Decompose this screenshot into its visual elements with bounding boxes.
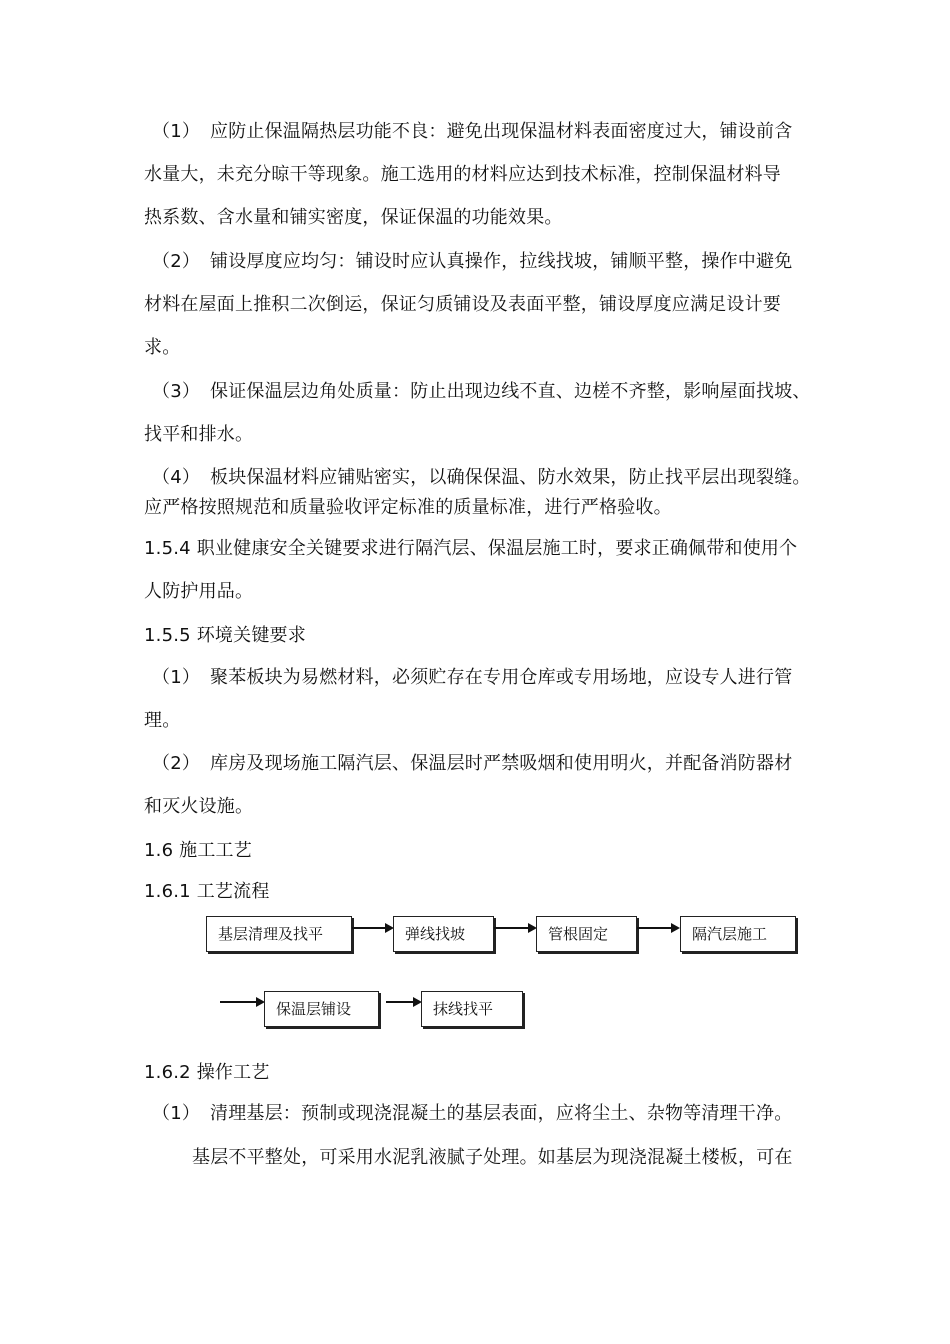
section-heading-1-5-5: 1.5.5 环境关键要求 [144, 625, 306, 646]
arrow-right-icon [637, 927, 678, 929]
paragraph-line: 热系数、含水量和铺实密度，保证保温的功能效果。 [144, 207, 563, 228]
paragraph-line: 人防护用品。 [144, 581, 254, 602]
paragraph-line: 保证保温层边角处质量：防止出现边线不直、边槎不齐整，影响屋面找坡、 [210, 381, 811, 402]
item-number: （3） [152, 381, 201, 402]
paragraph-line: 应严格按照规范和质量验收评定标准的质量标准，进行严格验收。 [144, 497, 672, 518]
paragraph-line: 铺设厚度应均匀：铺设时应认真操作，拉线找坡，铺顺平整，操作中避免 [210, 251, 793, 272]
flow-step-4: 隔汽层施工 [680, 916, 796, 952]
paragraph-line: 板块保温材料应铺贴密实，以确保保温、防水效果，防止找平层出现裂缝。 [210, 467, 811, 488]
section-heading-1-6-1: 1.6.1 工艺流程 [144, 881, 270, 902]
item-number: （2） [152, 753, 201, 774]
paragraph-line: 和灭火设施。 [144, 796, 254, 817]
paragraph-line: 清理基层：预制或现浇混凝土的基层表面，应将尘土、杂物等清理干净。 [210, 1103, 793, 1124]
paragraph-line: 应防止保温隔热层功能不良：避免出现保温材料表面密度过大，铺设前含 [210, 121, 793, 142]
arrow-right-icon [494, 927, 535, 929]
paragraph-line: 找平和排水。 [144, 424, 254, 445]
paragraph-line: 1.5.4 职业健康安全关键要求进行隔汽层、保温层施工时，要求正确佩带和使用个 [144, 538, 798, 559]
flow-step-5: 保温层铺设 [264, 991, 379, 1027]
arrow-right-icon [220, 1001, 263, 1003]
paragraph-line: 求。 [144, 337, 181, 358]
flow-step-1: 基层清理及找平 [206, 916, 352, 952]
flow-step-2: 弹线找坡 [393, 916, 494, 952]
paragraph-line: 材料在屋面上推积二次倒运，保证匀质铺设及表面平整，铺设厚度应满足设计要 [144, 294, 781, 315]
flow-step-3: 管根固定 [536, 916, 637, 952]
section-heading-1-6: 1.6 施工工艺 [144, 840, 252, 861]
paragraph-line: 库房及现场施工隔汽层、保温层时严禁吸烟和使用明火，并配备消防器材 [210, 753, 793, 774]
flow-step-6: 抹线找平 [421, 991, 523, 1027]
paragraph-line: 水量大，未充分晾干等现象。施工选用的材料应达到技术标准，控制保温材料导 [144, 164, 781, 185]
section-heading-1-6-2: 1.6.2 操作工艺 [144, 1062, 270, 1083]
arrow-right-icon [352, 927, 392, 929]
item-number: （1） [152, 1103, 201, 1124]
paragraph-line: 聚苯板块为易燃材料，必须贮存在专用仓库或专用场地，应设专人进行管 [210, 667, 793, 688]
item-number: （4） [152, 467, 201, 488]
item-number: （2） [152, 251, 201, 272]
item-number: （1） [152, 667, 201, 688]
paragraph-line: 基层不平整处，可采用水泥乳液腻子处理。如基层为现浇混凝土楼板，可在 [192, 1147, 793, 1168]
arrow-right-icon [386, 1001, 420, 1003]
item-number: （1） [152, 121, 201, 142]
paragraph-line: 理。 [144, 710, 181, 731]
